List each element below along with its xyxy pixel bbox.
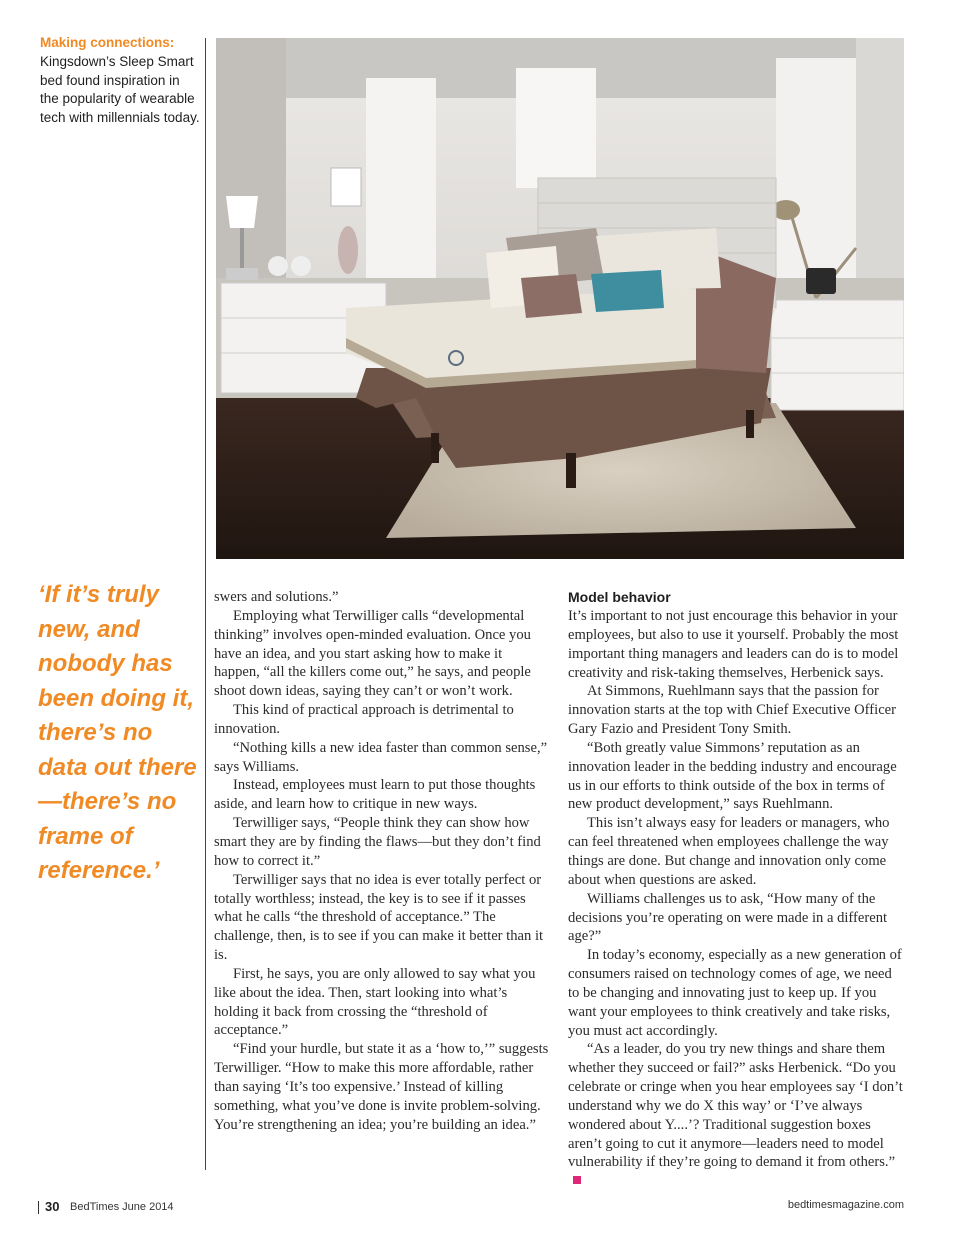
article-column-2: [568, 588, 904, 1191]
paragraph: Terwilliger says, “People think they can show how smart they are by finding the flaws—but they don’t find how to correct it.”: [214, 815, 541, 869]
caption-lead: Making connections:: [40, 35, 175, 50]
paragraph: Employing what Terwilliger calls “developmental thinking” involves open-minded evaluation. Once you have an idea, and you start asking how to make it happen, “all the killers come out,” he says, and people shoot down ideas, saying they can’t or won’t work.: [214, 607, 531, 700]
caption-text: Kingsdown’s Sleep Smart bed found inspiration in the popularity of wearable tech with millennials today.: [40, 53, 200, 126]
page-number: 30: [45, 1199, 60, 1214]
paragraph: “Both greatly value Simmons’ reputation as an innovation leader in the bedding industry and encourage us in our efforts to think outside of the box in terms of new product development,” says Ruehlmann.: [568, 739, 897, 813]
column-divider: [205, 38, 206, 1170]
paragraph: It’s important to not just encourage this behavior in your employees, but also to use it yourself. Probably the most important thing managers and leaders can do is to model creativity and risk-taking themselves, Herbenick says.: [568, 608, 899, 681]
article-column-1: [214, 588, 550, 1134]
page-footer: [38, 1200, 904, 1216]
end-mark-icon: [573, 1176, 581, 1184]
pull-quote: ‘If it’s truly new, and nobody has been doing it, there’s no data out there—there’s no frame of reference.’: [38, 581, 197, 884]
paragraph: “Find your hurdle, but state it as a ‘how to,’” suggests Terwilliger. “How to make this more affordable, rather than saying ‘It’s too expensive.’ Instead of killing something, what you’ve done is invite problem-solving. You’re strengthening an idea; you’re building an idea.”: [214, 1041, 549, 1133]
paragraph: “As a leader, do you try new things and share them whether they succeed or fail?” asks Herbenick. “Do you celebrate or cringe when you hear employees say ‘I don’t understand why we do X this way’ or ‘I’ve always wondered about Y....’? Traditional suggestion boxes aren’t going to cut it anymore—leaders need to model vulnerability if they’re going to demand it from others.”: [568, 1040, 904, 1191]
website-link[interactable]: bedtimesmagazine.com: [787, 1199, 904, 1211]
paragraph: In today’s economy, especially as a new generation of consumers raised on technology comes of age, we need to be changing and innovating just to keep up. If you want your employees to think creatively and take risks, you must act accordingly.: [568, 947, 902, 1039]
paragraph: swers and solutions.”: [214, 589, 339, 605]
paragraph: Williams challenges us to ask, “How many of the decisions you’re operating on were made in a different age?”: [568, 890, 888, 945]
paragraph: Terwilliger says that no idea is ever totally perfect or totally worthless; instead, the key is to see if it passes what he calls “the threshold of acceptance.” The challenge, then, is to see if you can make it better than it is.: [214, 871, 544, 964]
bedroom-photo: [216, 38, 904, 559]
publication-info: BedTimes June 2014: [70, 1201, 174, 1213]
paragraph: This isn’t always easy for leaders or managers, who can feel threatened when employees challenge the way things are done. But change and innovation only come about when questions are asked.: [568, 815, 890, 888]
photo-caption: [40, 34, 200, 128]
paragraph: This kind of practical approach is detrimental to innovation.: [214, 702, 514, 737]
section-heading: Model behavior: [568, 589, 671, 605]
footer-divider: [38, 1201, 39, 1214]
paragraph: Instead, employees must learn to put those thoughts aside, and learn how to critique in new ways.: [214, 777, 536, 813]
paragraph: First, he says, you are only allowed to say what you like about the idea. Then, start looking into what’s holding it back from crossing the “threshold of acceptance.”: [214, 965, 536, 1039]
paragraph: At Simmons, Ruehlmann says that the passion for innovation starts at the top with Chief Executive Officer Gary Fazio and President Tony Smith.: [568, 683, 897, 738]
paragraph: “Nothing kills a new idea faster than common sense,” says Williams.: [214, 739, 548, 775]
